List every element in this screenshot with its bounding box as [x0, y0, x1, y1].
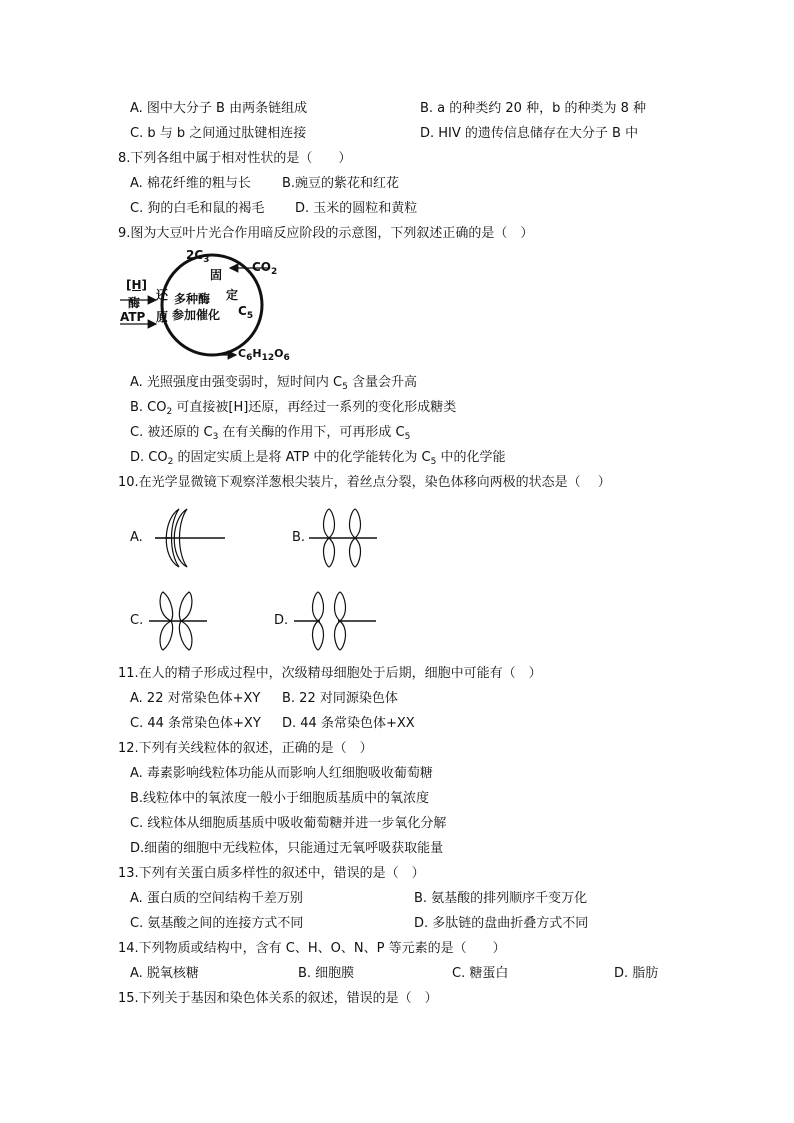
- q10-option-b-label: B.: [292, 530, 306, 545]
- q13-stem: 13.下列有关蛋白质多样性的叙述中，错误的是（ ）: [118, 866, 425, 881]
- q8-option-b: B.豌豆的紫花和红花: [282, 176, 400, 191]
- q10-option-b-figure: [305, 505, 385, 571]
- q9-option-c: C. 被还原的 $C_3$ 在有关酶的作用下，可再形成 $C_5$: [130, 425, 411, 442]
- q14-option-c: C. 糖蛋白: [452, 966, 509, 981]
- q9-option-d: D. $CO_2$ 的固定实质上是将 ATP 中的化学能转化为 $C_5$ 中的化学能: [130, 450, 506, 467]
- q13-option-b: B. 氨基酸的排列顺序千变万化: [414, 891, 588, 906]
- q14-option-a: A. 脱氧核糖: [130, 966, 199, 981]
- q10-stem: 10.在光学显微镜下观察洋葱根尖装片，着丝点分裂，染色体移向两极的状态是（ ）: [118, 475, 611, 490]
- q11-stem: 11.在人的精子形成过程中，次级精母细胞处于后期，细胞中可能有（ ）: [118, 666, 542, 681]
- q14-option-d: D. 脂肪: [614, 966, 659, 981]
- reduce-label-1: 还: [156, 288, 169, 302]
- enzyme-label: 酶: [128, 296, 141, 310]
- q12-option-b: B.线粒体中的氧浓度一般小于细胞质基质中的氧浓度: [130, 791, 430, 806]
- fix-label-2: 定: [226, 288, 239, 302]
- center-label-2: 参加催化: [172, 308, 221, 322]
- q10-option-c-figure: [145, 588, 215, 654]
- co2-label: $CO_2$: [252, 260, 278, 277]
- q8-stem: 8.下列各组中属于相对性状的是（ ）: [118, 151, 352, 166]
- q10-option-a-figure: [145, 505, 230, 571]
- q12-option-d: D.细菌的细胞中无线粒体，只能通过无氧呼吸获取能量: [130, 841, 444, 856]
- q11-option-b: B. 22 对同源染色体: [282, 691, 398, 706]
- q11-option-c: C. 44 条常染色体+XY: [130, 716, 261, 731]
- atp-label: ATP: [120, 310, 146, 324]
- calvin-cycle-diagram: [118, 248, 288, 368]
- q7-option-a: A. 图中大分子 B 由两条链组成: [130, 101, 308, 116]
- q12-option-c: C. 线粒体从细胞质基质中吸收葡萄糖并进一步氧化分解: [130, 816, 447, 831]
- q11-option-d: D. 44 条常染色体+XX: [282, 716, 415, 731]
- q11-option-a: A. 22 对常染色体+XY: [130, 691, 261, 706]
- q7-option-b: B. a 的种类约 20 种，b 的种类为 8 种: [420, 101, 647, 116]
- q7-option-d: D. HIV 的遗传信息储存在大分子 B 中: [420, 126, 639, 141]
- q10-option-c-label: C.: [130, 613, 144, 628]
- q13-option-c: C. 氨基酸之间的连接方式不同: [130, 916, 304, 931]
- q12-stem: 12.下列有关线粒体的叙述，正确的是（ ）: [118, 741, 373, 756]
- h-label: [H]: [126, 278, 148, 292]
- q8-option-c: C. 狗的白毛和鼠的褐毛: [130, 201, 265, 216]
- q13-option-a: A. 蛋白质的空间结构千差万别: [130, 891, 303, 906]
- glucose-label: $C_6H_{12}O_6$: [238, 347, 290, 363]
- q12-option-a: A. 毒素影响线粒体功能从而影响人红细胞吸收葡萄糖: [130, 766, 433, 781]
- center-label-1: 多种酶: [174, 292, 211, 306]
- q7-option-c: C. b 与 b 之间通过肽键相连接: [130, 126, 307, 141]
- c5-label: $C_5$: [238, 304, 254, 321]
- q14-stem: 14.下列物质或结构中，含有 C、H、O、N、P 等元素的是（ ）: [118, 941, 506, 956]
- q10-option-a-label: A.: [130, 530, 143, 545]
- c3-label: $2C_3$: [186, 248, 210, 265]
- q8-option-a: A. 棉花纤维的粗与长: [130, 176, 251, 191]
- q10-option-d-label: D.: [274, 613, 289, 628]
- fix-label-1: 固: [210, 268, 223, 282]
- q15-stem: 15.下列关于基因和染色体关系的叙述，错误的是（ ）: [118, 991, 438, 1006]
- q9-stem: 9.图为大豆叶片光合作用暗反应阶段的示意图，下列叙述正确的是（ ）: [118, 226, 534, 241]
- q14-option-b: B. 细胞膜: [298, 966, 355, 981]
- reduce-label-2: 原: [156, 310, 169, 324]
- q9-option-a: A. 光照强度由强变弱时，短时间内 $C_5$ 含量会升高: [130, 375, 418, 392]
- q10-option-d-figure: [290, 588, 380, 654]
- q9-option-b: B. $CO_2$ 可直接被[H]还原，再经过一系列的变化形成糖类: [130, 400, 457, 417]
- q8-option-d: D. 玉米的圆粒和黄粒: [295, 201, 418, 216]
- q13-option-d: D. 多肽链的盘曲折叠方式不同: [414, 916, 589, 931]
